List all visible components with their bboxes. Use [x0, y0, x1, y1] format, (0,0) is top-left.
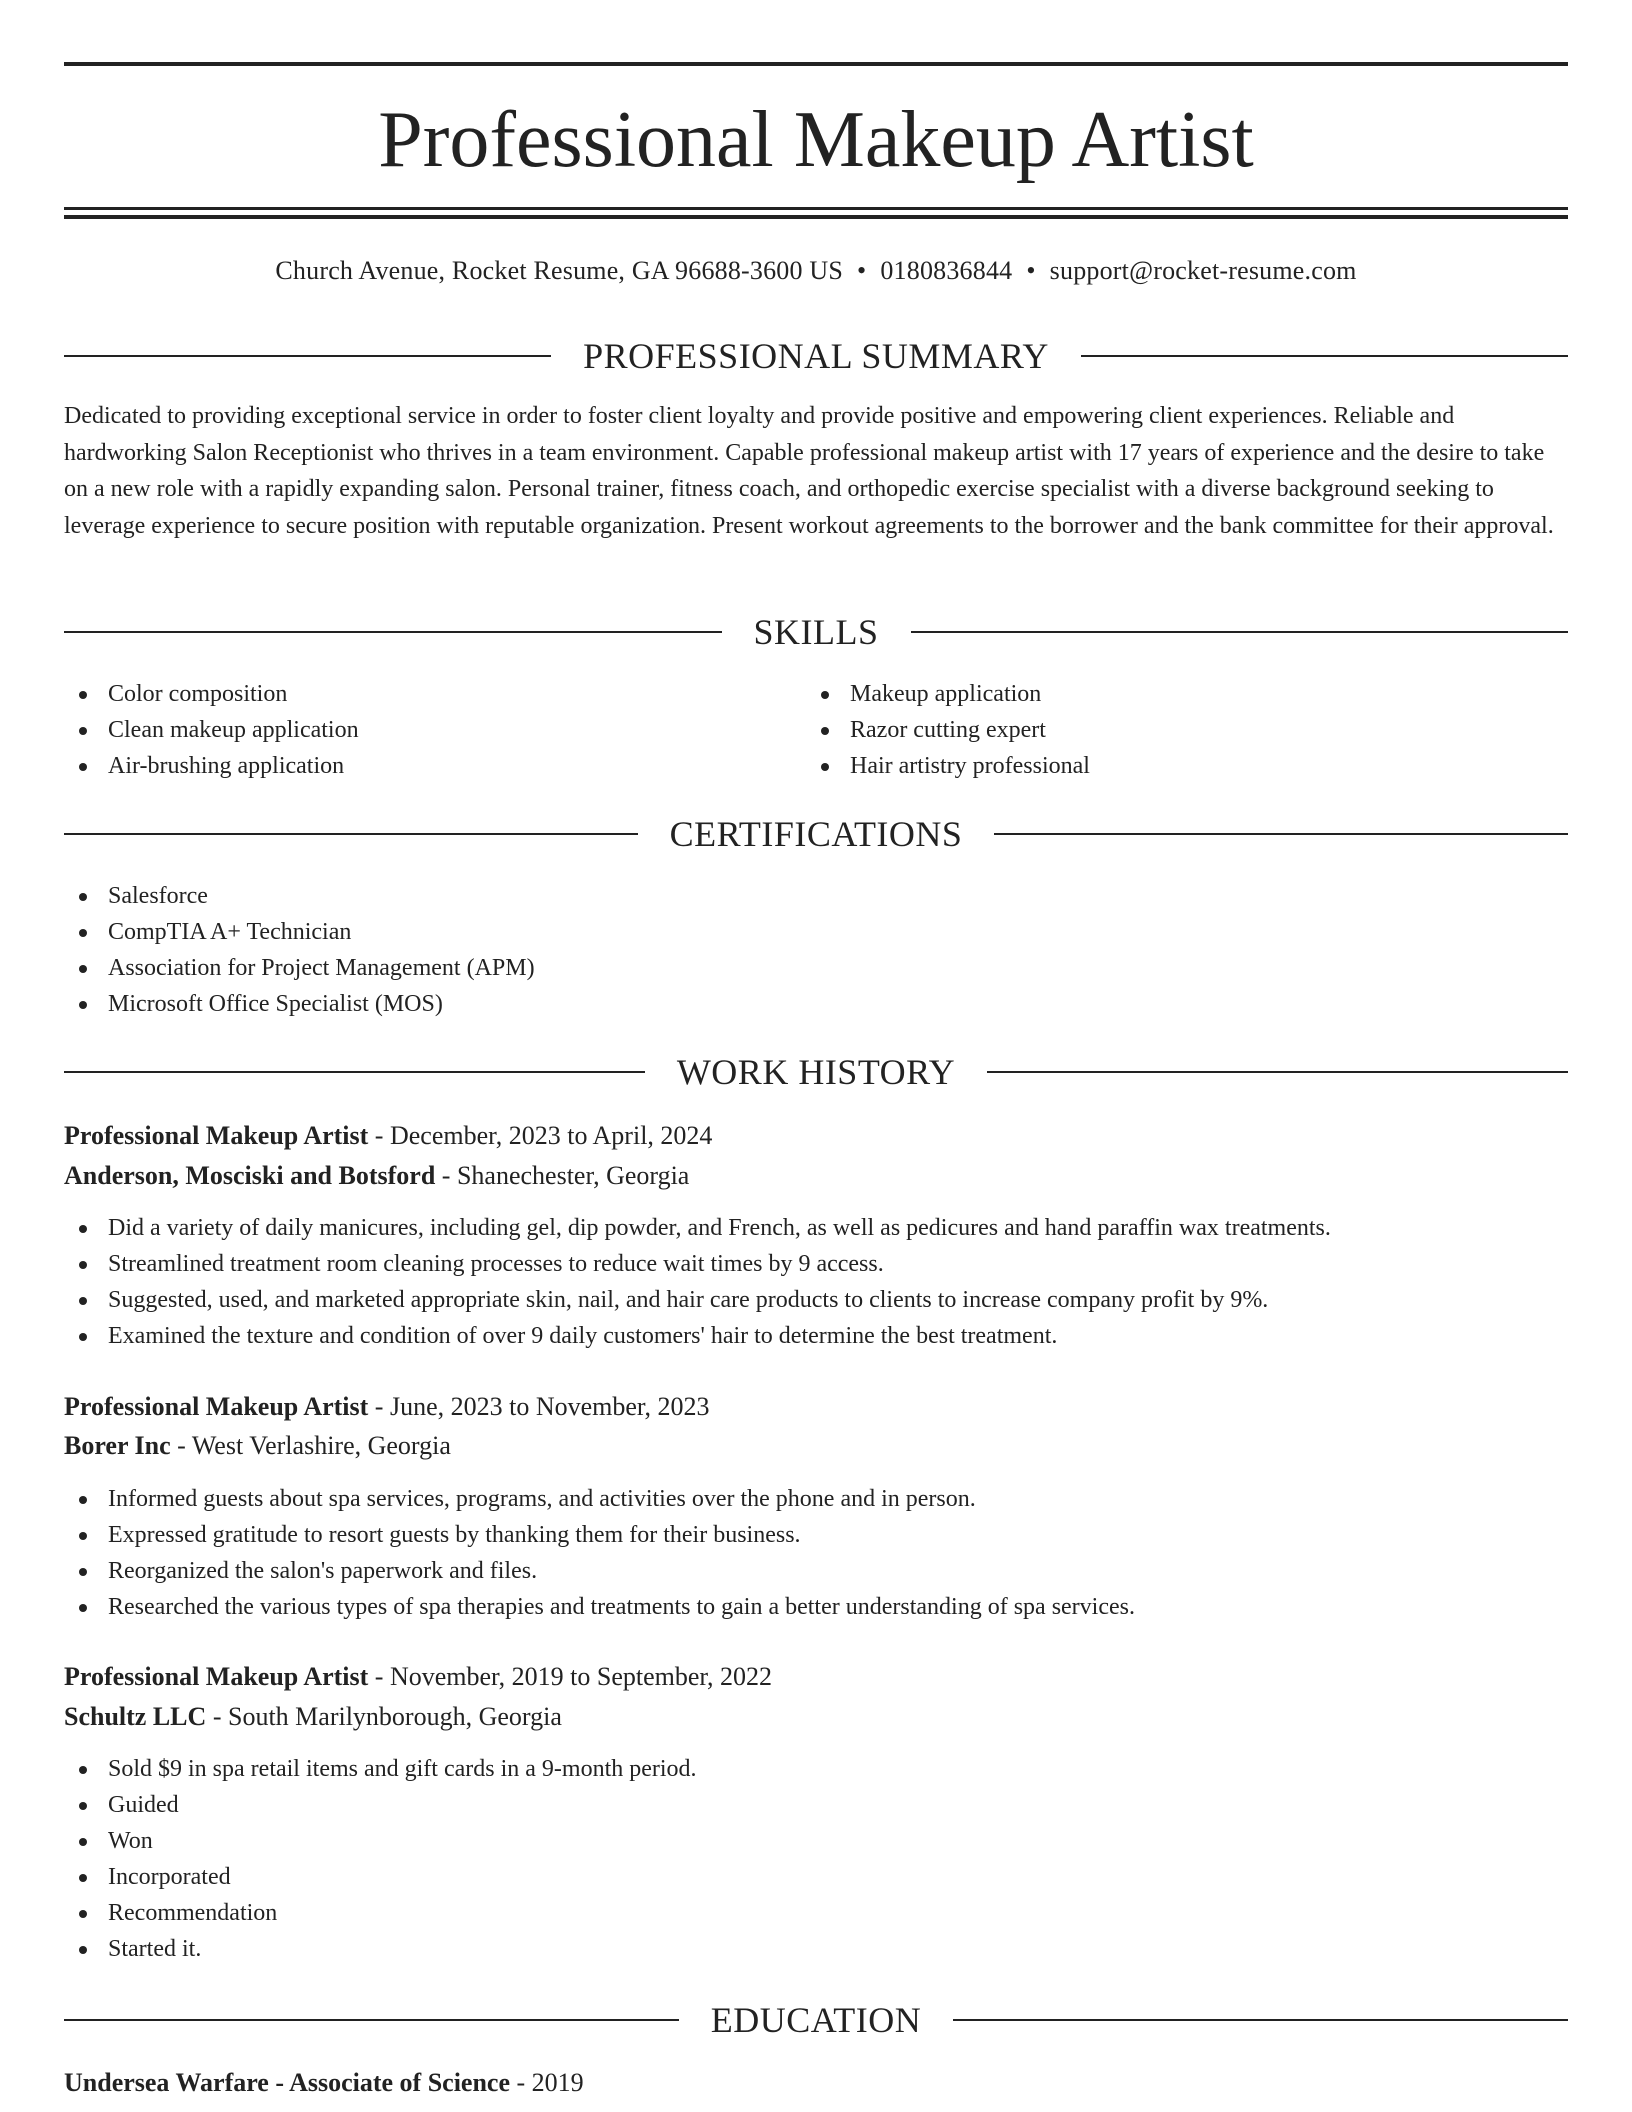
job-bullet: Suggested, used, and marketed appropriate skin, nail, and hair care products to clients to increase company profit by 9%. [64, 1282, 1331, 1318]
section-heading-summary [64, 333, 1568, 379]
contact-separator: • [857, 256, 867, 285]
title-double-rule-lower [64, 215, 1568, 219]
heading-rule [64, 2019, 679, 2021]
heading-rule [911, 631, 1569, 633]
certification-item: CompTIA A+ Technician [64, 914, 535, 950]
heading-rule [64, 833, 638, 835]
job-location: West Verlashire, Georgia [191, 1431, 451, 1460]
heading-rule [64, 1071, 645, 1073]
top-rule [64, 62, 1568, 66]
job-title: Professional Makeup Artist [64, 1662, 369, 1691]
skill-item: Razor cutting expert [806, 712, 1090, 748]
job-bullets [64, 1210, 1331, 1354]
job-location: Shanechester, Georgia [456, 1161, 690, 1190]
job-bullet: Won [64, 1823, 697, 1859]
education-entry: Undersea Warfare - Associate of Science - 2019 [64, 2068, 584, 2097]
job-bullet: Guided [64, 1787, 697, 1823]
certifications-list [64, 878, 535, 1022]
job-bullets [64, 1481, 1135, 1625]
certification-item: Association for Project Management (APM) [64, 950, 535, 986]
job-bullets [64, 1751, 697, 1967]
section-title: SKILLS [753, 612, 879, 652]
title-double-rule-upper [64, 207, 1568, 210]
certification-item: Microsoft Office Specialist (MOS) [64, 986, 535, 1022]
job-title-line: Professional Makeup Artist - November, 2019 to September, 2022 [64, 1662, 773, 1691]
job-bullet: Streamlined treatment room cleaning processes to reduce wait times by 9 access. [64, 1246, 1331, 1282]
job-bullet: Examined the texture and condition of over 9 daily customers' hair to determine the best treatment. [64, 1318, 1331, 1354]
section-heading-skills [64, 609, 1568, 655]
contact-phone[interactable]: 0180836844 [880, 256, 1013, 285]
section-heading-education [64, 1997, 1568, 2043]
section-title: CERTIFICATIONS [669, 814, 963, 854]
skill-item: Clean makeup application [64, 712, 359, 748]
job-title-line: Professional Makeup Artist - December, 2023 to April, 2024 [64, 1121, 713, 1150]
job-location: South Marilynborough, Georgia [227, 1702, 562, 1731]
job-bullet: Informed guests about spa services, programs, and activities over the phone and in person. [64, 1481, 1135, 1517]
contact-email[interactable]: support@rocket-resume.com [1049, 256, 1357, 285]
skill-item: Hair artistry professional [806, 748, 1090, 784]
job-bullet: Did a variety of daily manicures, including gel, dip powder, and French, as well as pedicures and hand paraffin wax treatments. [64, 1210, 1331, 1246]
job-bullet: Sold $9 in spa retail items and gift cards in a 9-month period. [64, 1751, 697, 1787]
job-dates: November, 2019 to September, 2022 [389, 1662, 773, 1691]
education-year: 2019 [531, 2068, 584, 2097]
job-company-line: Schultz LLC - South Marilynborough, Georgia [64, 1702, 562, 1731]
certification-item: Salesforce [64, 878, 535, 914]
heading-rule [64, 355, 551, 357]
job-company-line: Anderson, Mosciski and Botsford - Shanechester, Georgia [64, 1161, 690, 1190]
contact-separator: • [1026, 256, 1036, 285]
heading-rule [994, 833, 1568, 835]
heading-rule [953, 2019, 1568, 2021]
job-title: Professional Makeup Artist [64, 1392, 369, 1421]
summary-text: Dedicated to providing exceptional service in order to foster client loyalty and provide positive and empowering client experiences. Reliable and hardworking Salon Receptionist who thrives in a team environment. Capable professional makeup artist with 17 years of experience and the desire to take on a new role with a rapidly expanding salon. Personal trainer, fitness coach, and orthopedic exercise specialist with a diverse background seeking to leverage experience to secure position with reputable organization. Present workout agreements to the borrower and the bank committee for their approval. [64, 403, 1554, 539]
skill-item: Air-brushing application [64, 748, 359, 784]
heading-rule [1081, 355, 1568, 357]
job-dates: December, 2023 to April, 2024 [389, 1121, 713, 1150]
job-bullet: Incorporated [64, 1859, 697, 1895]
job-company-line: Borer Inc - West Verlashire, Georgia [64, 1431, 451, 1460]
skills-list-left [64, 676, 359, 784]
contact-line [0, 254, 1632, 288]
job-company: Borer Inc [64, 1431, 171, 1460]
skill-item: Color composition [64, 676, 359, 712]
heading-rule [987, 1071, 1568, 1073]
heading-rule [64, 631, 722, 633]
contact-address: Church Avenue, Rocket Resume, GA 96688-3600 US [275, 256, 844, 285]
skill-item: Makeup application [806, 676, 1090, 712]
section-heading-work-history [64, 1049, 1568, 1095]
job-bullet: Researched the various types of spa therapies and treatments to gain a better understanding of spa services. [64, 1589, 1135, 1625]
skills-list-right [806, 676, 1090, 784]
job-bullet: Reorganized the salon's paperwork and files. [64, 1553, 1135, 1589]
job-title: Professional Makeup Artist [64, 1121, 369, 1150]
job-bullet: Expressed gratitude to resort guests by thanking them for their business. [64, 1517, 1135, 1553]
education-degree: Undersea Warfare - Associate of Science [64, 2068, 510, 2097]
job-bullet: Recommendation [64, 1895, 697, 1931]
job-title-line: Professional Makeup Artist - June, 2023 to November, 2023 [64, 1392, 710, 1421]
resume-title: Professional Makeup Artist [378, 96, 1254, 184]
job-company: Schultz LLC [64, 1702, 207, 1731]
section-heading-certifications [64, 811, 1568, 857]
section-title: EDUCATION [710, 2000, 922, 2040]
job-bullet: Started it. [64, 1931, 697, 1967]
section-title: PROFESSIONAL SUMMARY [583, 336, 1049, 376]
job-company: Anderson, Mosciski and Botsford [64, 1161, 436, 1190]
job-dates: June, 2023 to November, 2023 [389, 1392, 710, 1421]
section-title: WORK HISTORY [676, 1052, 956, 1092]
